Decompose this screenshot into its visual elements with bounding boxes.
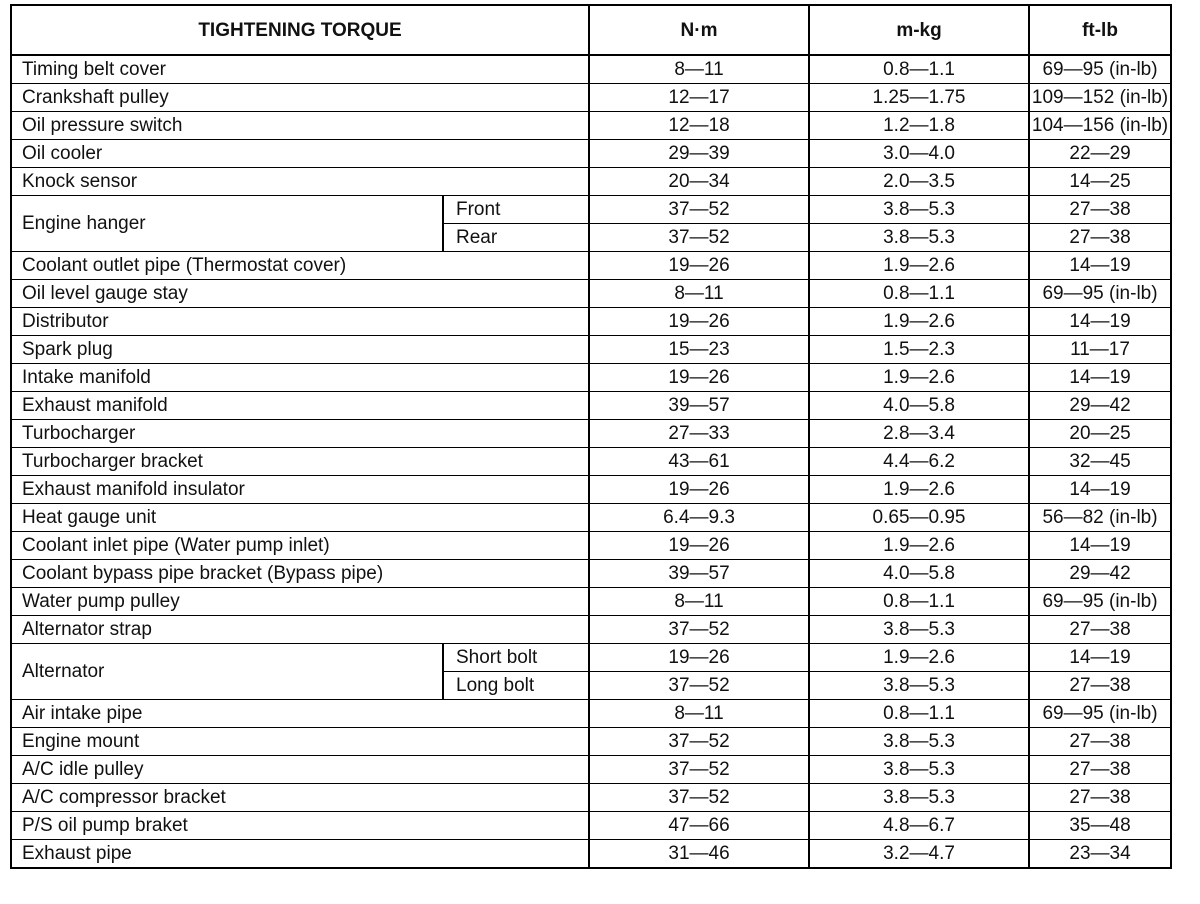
part-name: Exhaust manifold [11,392,589,420]
torque-mkg: 4.4—6.2 [809,448,1029,476]
part-name: Turbocharger bracket [11,448,589,476]
sub-part: Long bolt [443,672,589,700]
part-name: Oil level gauge stay [11,280,589,308]
table-row [11,504,1171,532]
torque-mkg: 1.2—1.8 [809,112,1029,140]
part-name: Turbocharger [11,420,589,448]
part-name: P/S oil pump braket [11,812,589,840]
table-row [11,644,1171,672]
torque-mkg: 0.8—1.1 [809,588,1029,616]
torque-ftlb: 14—19 [1029,476,1171,504]
torque-mkg: 4.0—5.8 [809,392,1029,420]
torque-mkg: 3.2—4.7 [809,840,1029,869]
table-row [11,392,1171,420]
part-name: A/C idle pulley [11,756,589,784]
part-name: Air intake pipe [11,700,589,728]
torque-nm: 8—11 [589,588,809,616]
torque-nm: 37—52 [589,728,809,756]
torque-ftlb: 27—38 [1029,672,1171,700]
torque-mkg: 3.8—5.3 [809,224,1029,252]
part-name: Heat gauge unit [11,504,589,532]
torque-nm: 37—52 [589,616,809,644]
part-name: A/C compressor bracket [11,784,589,812]
table-row [11,756,1171,784]
torque-spec-table [10,4,1172,869]
torque-mkg: 3.8—5.3 [809,728,1029,756]
torque-nm: 19—26 [589,644,809,672]
torque-ftlb: 20—25 [1029,420,1171,448]
torque-nm: 37—52 [589,756,809,784]
torque-ftlb: 11—17 [1029,336,1171,364]
torque-ftlb: 27—38 [1029,196,1171,224]
torque-ftlb: 32—45 [1029,448,1171,476]
torque-nm: 19—26 [589,532,809,560]
torque-ftlb: 69—95 (in-lb) [1029,588,1171,616]
torque-ftlb: 27—38 [1029,728,1171,756]
torque-ftlb: 27—38 [1029,616,1171,644]
torque-mkg: 3.8—5.3 [809,756,1029,784]
table-row [11,560,1171,588]
torque-nm: 37—52 [589,672,809,700]
torque-mkg: 0.8—1.1 [809,280,1029,308]
table-row [11,55,1171,84]
table-row [11,784,1171,812]
torque-nm: 6.4—9.3 [589,504,809,532]
torque-nm: 39—57 [589,560,809,588]
part-name: Spark plug [11,336,589,364]
table-row [11,84,1171,112]
table-row [11,168,1171,196]
table-row [11,588,1171,616]
torque-nm: 29—39 [589,140,809,168]
table-row [11,196,1171,224]
torque-mkg: 3.8—5.3 [809,672,1029,700]
torque-ftlb: 35—48 [1029,812,1171,840]
part-name: Coolant inlet pipe (Water pump inlet) [11,532,589,560]
torque-nm: 20—34 [589,168,809,196]
torque-mkg: 1.9—2.6 [809,252,1029,280]
torque-nm: 19—26 [589,364,809,392]
torque-ftlb: 69—95 (in-lb) [1029,700,1171,728]
sub-part: Front [443,196,589,224]
header-tightening-torque: TIGHTENING TORQUE [11,5,589,55]
table-row [11,700,1171,728]
sub-part: Short bolt [443,644,589,672]
torque-ftlb: 27—38 [1029,756,1171,784]
torque-ftlb: 69—95 (in-lb) [1029,280,1171,308]
torque-mkg: 2.0—3.5 [809,168,1029,196]
torque-nm: 19—26 [589,308,809,336]
torque-ftlb: 27—38 [1029,784,1171,812]
torque-mkg: 3.8—5.3 [809,196,1029,224]
header-mkg: m-kg [809,5,1029,55]
part-name: Timing belt cover [11,55,589,84]
torque-mkg: 1.9—2.6 [809,532,1029,560]
torque-ftlb: 14—19 [1029,308,1171,336]
torque-nm: 12—18 [589,112,809,140]
part-name: Alternator strap [11,616,589,644]
torque-mkg: 1.9—2.6 [809,476,1029,504]
part-name: Coolant outlet pipe (Thermostat cover) [11,252,589,280]
torque-nm: 43—61 [589,448,809,476]
part-name: Engine hanger [11,196,443,252]
part-name: Exhaust manifold insulator [11,476,589,504]
torque-ftlb: 29—42 [1029,392,1171,420]
torque-ftlb: 27—38 [1029,224,1171,252]
torque-nm: 37—52 [589,784,809,812]
part-name: Engine mount [11,728,589,756]
torque-ftlb: 14—25 [1029,168,1171,196]
torque-mkg: 3.8—5.3 [809,784,1029,812]
torque-ftlb: 22—29 [1029,140,1171,168]
torque-ftlb: 56—82 (in-lb) [1029,504,1171,532]
table-row [11,252,1171,280]
torque-mkg: 2.8—3.4 [809,420,1029,448]
table-row [11,420,1171,448]
torque-mkg: 3.8—5.3 [809,616,1029,644]
part-name: Coolant bypass pipe bracket (Bypass pipe) [11,560,589,588]
torque-nm: 8—11 [589,280,809,308]
table-row [11,616,1171,644]
torque-mkg: 1.9—2.6 [809,364,1029,392]
torque-ftlb: 14—19 [1029,252,1171,280]
torque-nm: 8—11 [589,700,809,728]
torque-nm: 15—23 [589,336,809,364]
header-ftlb: ft-lb [1029,5,1171,55]
table-row [11,280,1171,308]
torque-mkg: 1.9—2.6 [809,308,1029,336]
table-row [11,364,1171,392]
sub-part: Rear [443,224,589,252]
torque-mkg: 1.25—1.75 [809,84,1029,112]
torque-nm: 19—26 [589,476,809,504]
part-name: Oil pressure switch [11,112,589,140]
torque-mkg: 4.8—6.7 [809,812,1029,840]
torque-nm: 19—26 [589,252,809,280]
torque-ftlb: 14—19 [1029,644,1171,672]
part-name: Crankshaft pulley [11,84,589,112]
torque-ftlb: 69—95 (in-lb) [1029,55,1171,84]
torque-nm: 12—17 [589,84,809,112]
part-name: Water pump pulley [11,588,589,616]
torque-ftlb: 29—42 [1029,560,1171,588]
part-name: Distributor [11,308,589,336]
table-row [11,476,1171,504]
torque-nm: 37—52 [589,196,809,224]
part-name: Exhaust pipe [11,840,589,869]
torque-nm: 37—52 [589,224,809,252]
table-row [11,840,1171,869]
part-name: Intake manifold [11,364,589,392]
torque-mkg: 0.65—0.95 [809,504,1029,532]
torque-nm: 8—11 [589,55,809,84]
table-row [11,532,1171,560]
part-name: Knock sensor [11,168,589,196]
part-name: Alternator [11,644,443,700]
table-row [11,308,1171,336]
torque-mkg: 0.8—1.1 [809,700,1029,728]
torque-ftlb: 14—19 [1029,364,1171,392]
header-nm: N·m [589,5,809,55]
torque-nm: 47—66 [589,812,809,840]
table-row [11,140,1171,168]
table-row [11,812,1171,840]
torque-ftlb: 109—152 (in-lb) [1029,84,1171,112]
torque-ftlb: 23—34 [1029,840,1171,869]
table-row [11,448,1171,476]
torque-mkg: 1.5—2.3 [809,336,1029,364]
torque-mkg: 0.8—1.1 [809,55,1029,84]
torque-nm: 31—46 [589,840,809,869]
table-row [11,112,1171,140]
table-row [11,336,1171,364]
torque-nm: 39—57 [589,392,809,420]
part-name: Oil cooler [11,140,589,168]
torque-mkg: 3.0—4.0 [809,140,1029,168]
torque-nm: 27—33 [589,420,809,448]
torque-mkg: 1.9—2.6 [809,644,1029,672]
header-row [11,5,1171,55]
torque-mkg: 4.0—5.8 [809,560,1029,588]
torque-ftlb: 14—19 [1029,532,1171,560]
table-row [11,728,1171,756]
torque-ftlb: 104—156 (in-lb) [1029,112,1171,140]
